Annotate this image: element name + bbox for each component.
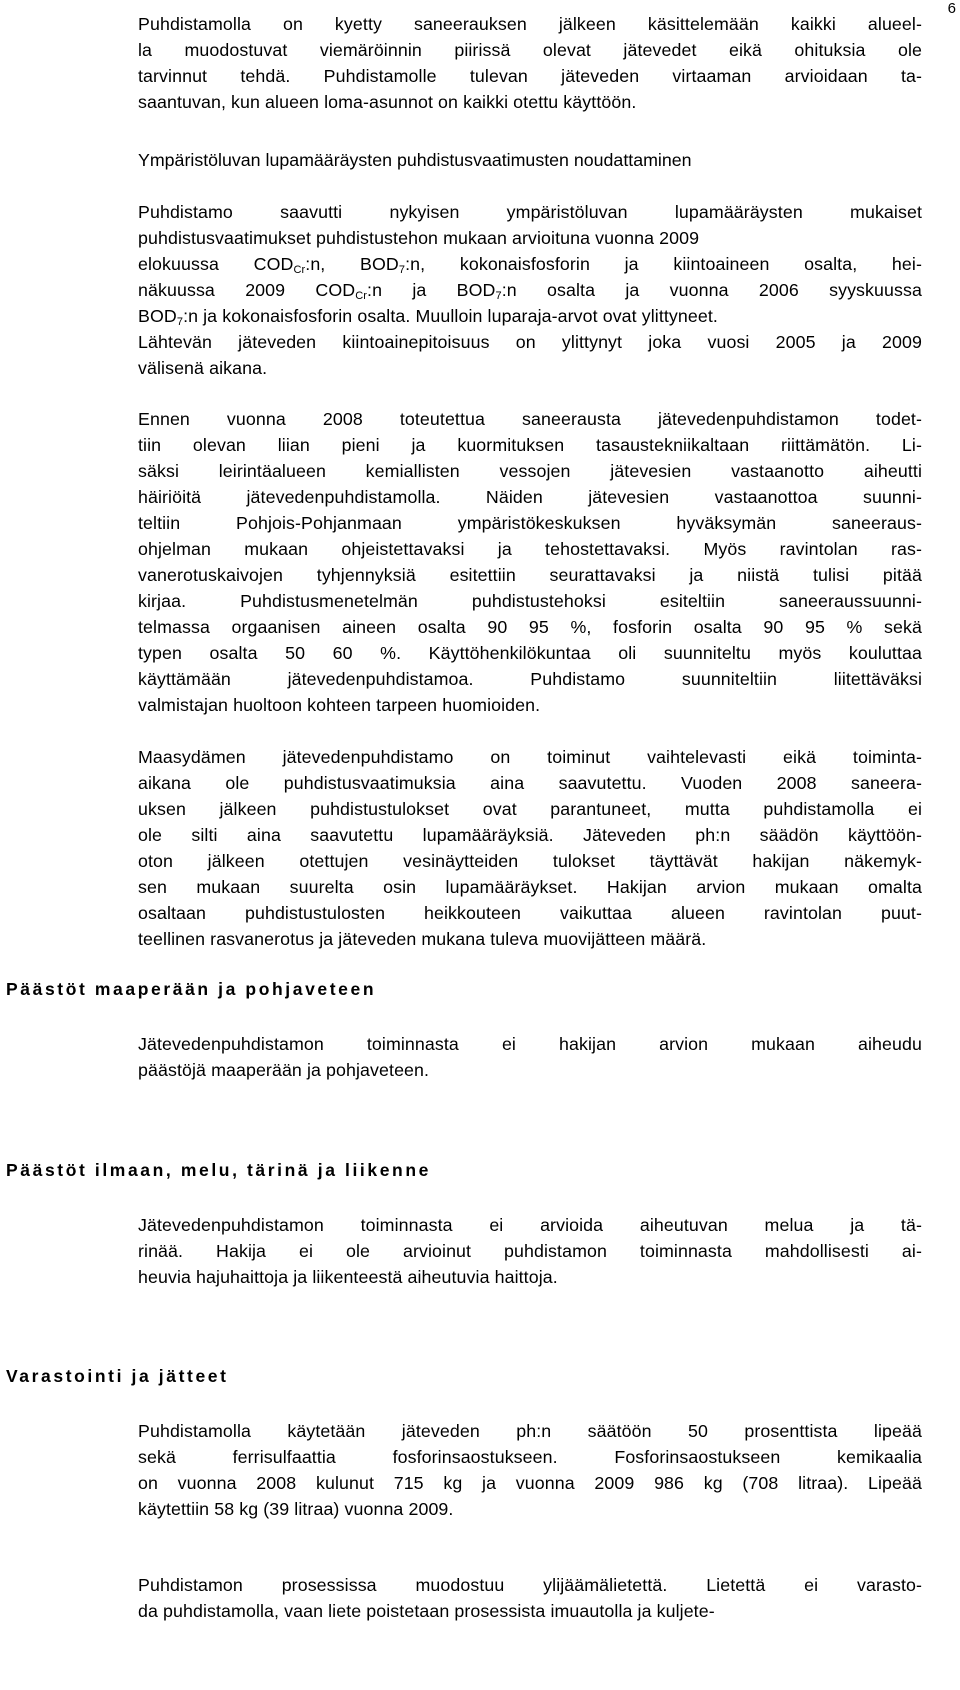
text-line: $BOD_7:n$ ja kokonaisfosforin osalta. Muulloin luparaja-arvot ovat ylittyneet. (138, 306, 718, 328)
text-line: vanerotuskaivojen tyhjennyksiä esitettiin seurattavaksi ja niistä tulisi pitää (138, 565, 922, 585)
text-line: Maasydämen jätevedenpuhdistamo on toiminut vaihtelevasti eikä toiminta- (138, 747, 922, 767)
text-line: elokuussa $COD_{Cr}:n$, $BOD_7:n$, kokonaisfosforin ja kiintoaineen osalta, hei- (138, 254, 922, 276)
text-line: näkuussa 2009 $COD_{Cr}:n$ ja $BOD_7:n$ osalta ja vuonna 2006 syyskuussa (138, 280, 922, 302)
text-line: Puhdistamon prosessissa muodostuu ylijäämälietettä. Lietettä ei varasto- (138, 1575, 922, 1595)
page-number: 6 (947, 0, 956, 17)
paragraph-air (138, 1212, 922, 1290)
text-line: valmistajan huoltoon kohteen tarpeen huomioiden. (138, 695, 541, 715)
text-line: käytettiin 58 kg (39 litraa) vuonna 2009. (138, 1499, 454, 1519)
text-line: telmassa orgaanisen aineen osalta 90 95 %, fosforin osalta 90 95 % sekä (138, 617, 922, 637)
text-line: Lähtevän jäteveden kiintoainepitoisuus on ylittynyt joka vuosi 2005 ja 2009 (138, 332, 922, 352)
text-line: säksi leirintäalueen kemiallisten vessojen jätevesien vastaanotto aiheutti (138, 461, 922, 481)
text-line: puhdistusvaatimukset puhdistustehon mukaan arvioituna vuonna 2009 (138, 228, 700, 248)
text-line: Puhdistamolla käytetään jäteveden ph:n säätöön 50 prosenttista lipeää (138, 1421, 922, 1441)
text-line: aikana ole puhdistusvaatimuksia aina saavutettu. Vuoden 2008 saneera- (138, 773, 922, 793)
text-line: oton jälkeen otettujen vesinäytteiden tulokset täyttävät hakijan näkemyk- (138, 851, 922, 871)
text-line: Jätevedenpuhdistamon toiminnasta ei hakijan arvion mukaan aiheudu (138, 1034, 922, 1054)
text-line: sekä ferrisulfaattia fosforinsaostukseen. Fosforinsaostukseen kemikaalia (138, 1447, 922, 1467)
text-line: Puhdistamo saavutti nykyisen ympäristöluvan lupamääräysten mukaiset (138, 202, 922, 222)
text-line: sen mukaan suurelta osin lupamääräykset. Hakijan arvion mukaan omalta (138, 877, 922, 897)
text-line: heuvia hajuhaittoja ja liikenteestä aiheutuvia haittoja. (138, 1267, 558, 1287)
text-line: Jätevedenpuhdistamon toiminnasta ei arvioida aiheutuvan melua ja tä- (138, 1215, 922, 1235)
section-heading-air: Päästöt ilmaan, melu, tärinä ja liikenne (6, 1160, 431, 1180)
text-line: saantuvan, kun alueen loma-asunnot on kaikki otettu käyttöön. (138, 92, 637, 112)
paragraph-sludge (138, 1572, 922, 1624)
paragraph-renovation (138, 406, 922, 718)
paragraph-compliance (138, 199, 922, 381)
text-line: osaltaan puhdistustulosten heikkouteen vaikuttaa alueen ravintolan puut- (138, 903, 922, 923)
paragraph-chemicals (138, 1418, 922, 1522)
text-line: uksen jälkeen puhdistustulokset ovat parantuneet, mutta puhdistamolla ei (138, 799, 922, 819)
text-line: välisenä aikana. (138, 358, 268, 378)
text-line: Puhdistamolla on kyetty saneerauksen jälkeen käsittelemään kaikki alueel- (138, 14, 922, 34)
text-line: teellinen rasvanerotus ja jäteveden mukana tuleva muovijätteen määrä. (138, 929, 707, 949)
section-heading-soil: Päästöt maaperään ja pohjaveteen (6, 979, 377, 999)
text-line: rinää. Hakija ei ole arvioinut puhdistamon toiminnasta mahdollisesti ai- (138, 1241, 922, 1261)
text-line: käyttämään jätevedenpuhdistamoa. Puhdistamo suunniteltiin liitettäväksi (138, 669, 922, 689)
subheading-permit-compliance: Ympäristöluvan lupamääräysten puhdistusvaatimusten noudattaminen (138, 150, 692, 170)
text-line: da puhdistamolla, vaan liete poistetaan prosessista imuautolla ja kuljete- (138, 1601, 715, 1621)
text-line: Ennen vuonna 2008 toteutettua saneerausta jätevedenpuhdistamon todet- (138, 409, 922, 429)
text-line: la muodostuvat viemäröinnin piirissä olevat jätevedet eikä ohituksia ole (138, 40, 922, 60)
text-line: ohjelman mukaan ohjeistettavaksi ja tehostettavaksi. Myös ravintolan ras- (138, 539, 922, 559)
text-line: kirjaa. Puhdistusmenetelmän puhdistustehoksi esiteltiin saneeraussuunni- (138, 591, 922, 611)
text-line: on vuonna 2008 kulunut 715 kg ja vuonna 2009 986 kg (708 litraa). Lipeää (138, 1473, 922, 1493)
section-heading-storage: Varastointi ja jätteet (6, 1366, 229, 1386)
text-line: päästöjä maaperään ja pohjaveteen. (138, 1060, 430, 1080)
text-line: ole silti aina saavutettu lupamääräyksiä. Jäteveden ph:n säädön käyttöön- (138, 825, 922, 845)
text-line: typen osalta 50 60 %. Käyttöhenkilökuntaa oli suunniteltu myös kouluttaa (138, 643, 922, 663)
paragraph-performance (138, 744, 922, 952)
paragraph-intro (138, 11, 922, 115)
paragraph-soil (138, 1031, 922, 1083)
text-line: tarvinnut tehdä. Puhdistamolle tulevan jäteveden virtaaman arvioidaan ta- (138, 66, 922, 86)
text-line: teltiin Pohjois-Pohjanmaan ympäristökeskuksen hyväksymän saneeraus- (138, 513, 922, 533)
text-line: häiriöitä jätevedenpuhdistamolla. Näiden jätevesien vastaanottoa suunni- (138, 487, 922, 507)
text-line: tiin olevan liian pieni ja kuormituksen tasaustekniikaltaan riittämätön. Li- (138, 435, 922, 455)
